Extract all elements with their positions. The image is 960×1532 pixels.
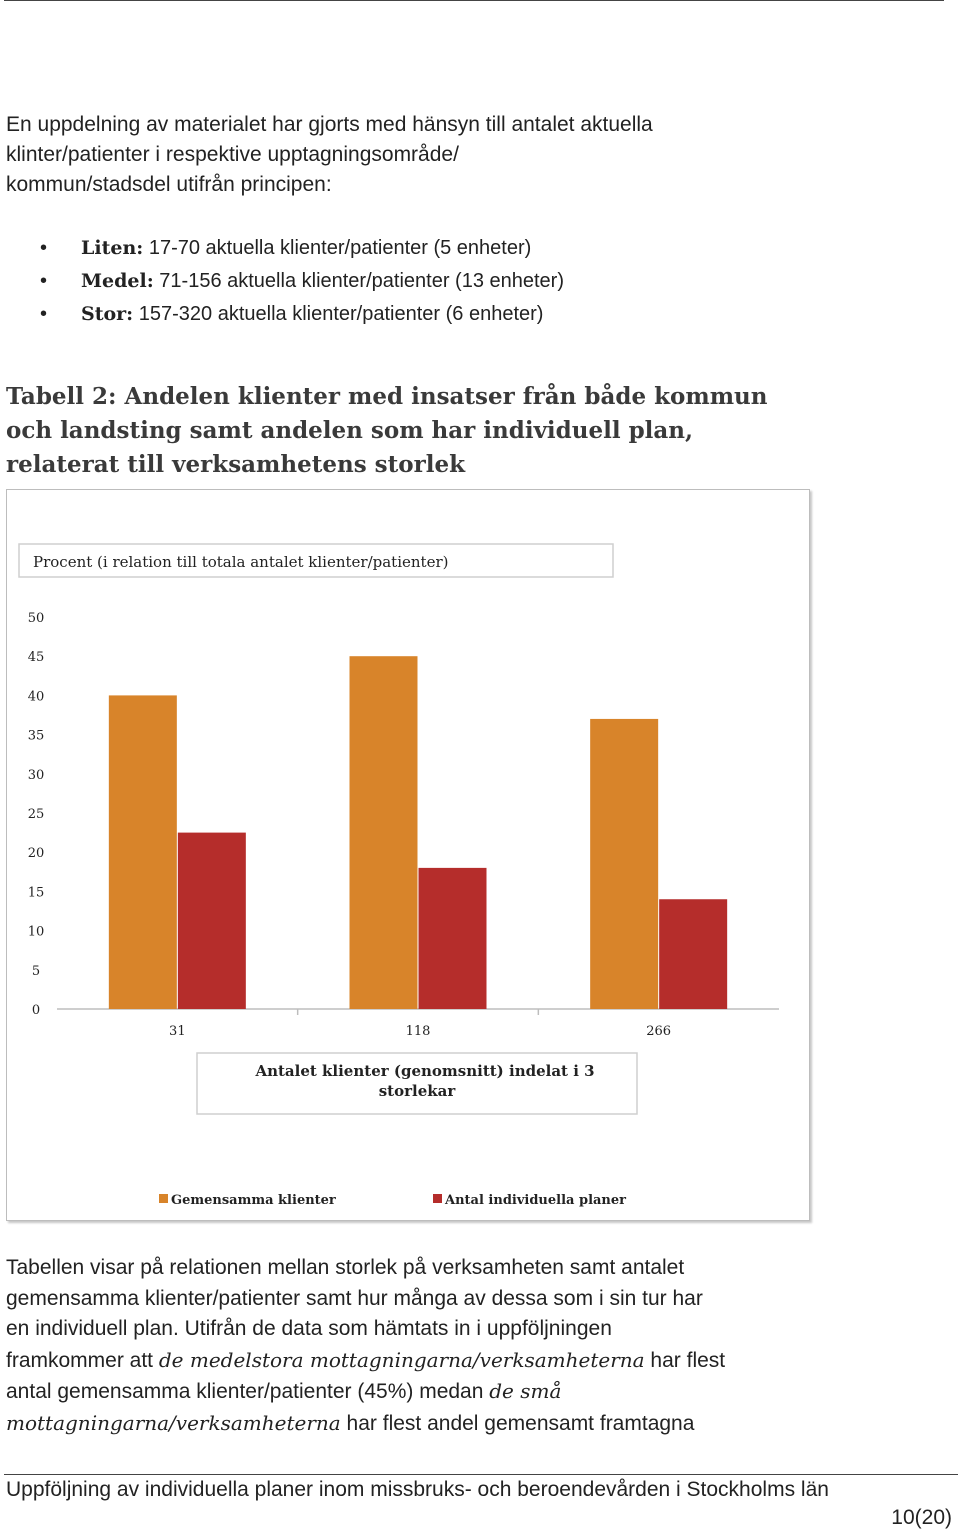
- table-title-line-1: Tabell 2: Andelen klienter med insatser från både kommun: [6, 383, 768, 410]
- table-title-line-3: relaterat till verksamhetens storlek: [6, 451, 466, 478]
- body-text-span: har flest: [644, 1348, 726, 1372]
- list-item-text: 17-70 aktuella klienter/patienter (5 enheter): [148, 237, 532, 259]
- body-text-span: har flest andel gemensamt framtagna: [340, 1411, 695, 1435]
- body-line-4: [6, 1345, 956, 1377]
- footer-title: Uppföljning av individuella planer inom missbruks- och beroendevården i Stockholms län: [6, 1478, 829, 1501]
- bar-gemensamma: [590, 719, 658, 1009]
- y-tick-label: 40: [27, 689, 45, 705]
- top-rule: [4, 0, 944, 1]
- y-tick-label: 0: [31, 1003, 41, 1018]
- body-line-3: en individuell plan. Utifrån de data som hämtats in i uppföljningen: [6, 1317, 612, 1340]
- bar-planer: [419, 868, 487, 1009]
- table-title-line-2: och landsting samt andelen som har individuell plan,: [6, 417, 694, 444]
- x-tick-label: 266: [646, 1024, 672, 1039]
- body-emphasis: de medelstora mottagningarna/verksamheterna: [158, 1347, 645, 1372]
- bullet-icon: •: [40, 237, 48, 259]
- y-tick-label: 25: [27, 807, 45, 822]
- y-tick-label: 45: [27, 650, 45, 666]
- chart-frame: [6, 489, 810, 1221]
- y-tick-label: 35: [27, 728, 45, 744]
- legend-label: Antal individuella planer: [445, 1193, 627, 1208]
- list-item: [40, 298, 920, 331]
- intro-paragraph: [6, 110, 906, 200]
- x-tick-label: 31: [169, 1024, 186, 1039]
- y-tick-label: 15: [27, 885, 45, 901]
- body-text-span: framkommer att: [6, 1348, 159, 1372]
- y-tick-label: 20: [27, 846, 45, 862]
- page-number: 10(20): [891, 1506, 952, 1529]
- y-tick-label: 10: [27, 924, 45, 940]
- bullet-icon: •: [40, 303, 48, 325]
- legend-swatch: [433, 1194, 442, 1203]
- list-item-text: 71-156 aktuella klienter/patienter (13 enheter): [159, 270, 564, 292]
- x-tick-label: 118: [405, 1024, 431, 1039]
- legend-label: Gemensamma klienter: [171, 1193, 336, 1208]
- body-line-6: [6, 1408, 956, 1440]
- list-item-term: Liten:: [81, 237, 144, 259]
- list-item-term: Stor:: [81, 303, 134, 325]
- y-tick-label: 30: [27, 767, 45, 783]
- bullet-icon: •: [40, 270, 48, 292]
- body-paragraph: [6, 1253, 956, 1439]
- body-emphasis: mottagningarna/verksamheterna: [6, 1410, 341, 1435]
- bar-chart: [7, 490, 809, 1220]
- size-category-list: [40, 232, 920, 331]
- chart-title: Procent (i relation till totala antalet klienter/patienter): [33, 553, 449, 571]
- bar-planer: [178, 833, 246, 1009]
- bar-gemensamma: [109, 695, 177, 1009]
- y-tick-label: 50: [27, 611, 45, 626]
- legend-swatch: [159, 1194, 168, 1203]
- list-item-term: Medel:: [81, 270, 154, 292]
- body-line-5: [6, 1376, 956, 1408]
- x-axis-label-line: storlekar: [378, 1082, 456, 1100]
- intro-line-3: kommun/stadsdel utifrån principen:: [6, 173, 332, 196]
- body-emphasis: de små: [489, 1379, 562, 1403]
- list-item: [40, 232, 920, 265]
- table-title: [6, 380, 906, 482]
- bar-gemensamma: [350, 656, 418, 1009]
- bar-planer: [659, 899, 727, 1009]
- body-line-1: Tabellen visar på relationen mellan storlek på verksamheten samt antalet: [6, 1256, 685, 1279]
- body-line-2: gemensamma klienter/patienter samt hur många av dessa som i sin tur har: [6, 1286, 703, 1310]
- body-text-span: antal gemensamma klienter/patienter (45%) medan: [6, 1380, 490, 1403]
- x-axis-label-line: Antalet klienter (genomsnitt) indelat i 3: [255, 1062, 595, 1080]
- footer-rule: [4, 1474, 958, 1475]
- y-tick-label: 5: [31, 963, 41, 979]
- intro-line-1: En uppdelning av materialet har gjorts med hänsyn till antalet aktuella: [6, 113, 653, 136]
- intro-line-2: klinter/patienter i respektive upptagningsområde/: [6, 143, 459, 166]
- list-item-text: 157-320 aktuella klienter/patienter (6 enheter): [138, 303, 544, 325]
- list-item: [40, 265, 920, 298]
